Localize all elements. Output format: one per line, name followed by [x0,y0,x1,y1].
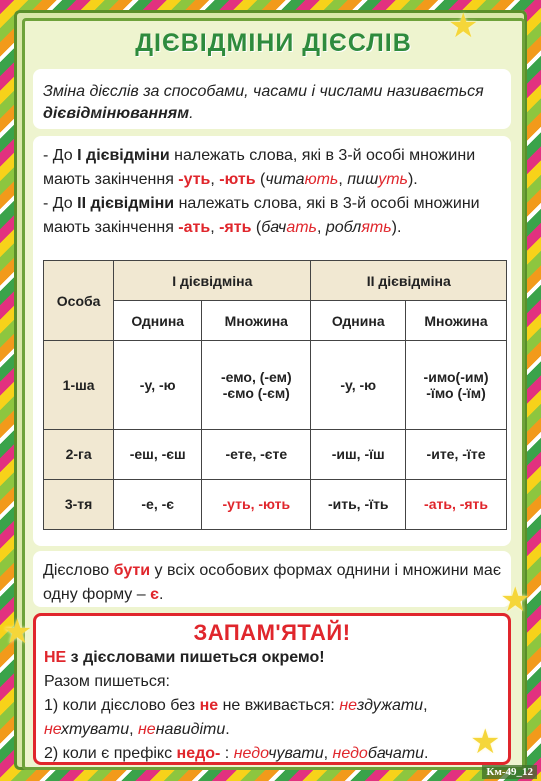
table-row: 1-ша -у, -ю -емо, (-ем) -ємо (-єм) -у, -ю -имо(-им) -їмо (-їм) [44,341,507,430]
remember-line-2: Разом пишеться: [44,673,170,690]
remember-line-4: 2) коли є префікс недо- : недочувати, недобачати. [44,745,429,762]
page-title: ДІЄВІДМІНИ ДІЄСЛІВ [135,29,412,57]
conjugation-table [43,260,507,530]
header-conj-1: І дієвідміна [114,261,311,301]
poster-sheet [22,18,525,770]
table-row: 2-га -еш, -єш -ете, -єте -иш, -їш -ите, -їте [44,429,507,479]
buty-note-box [33,551,511,607]
table-row: 3-тя -е, -є -уть, -ють -ить, -їть -ать, -ять [44,479,507,529]
header-person: Особа [44,261,114,341]
intro-text: Зміна дієслів за способами, часами і числами називається дієвідмінюванням. [43,83,484,122]
intro-term: дієвідмінюванням [43,105,190,122]
rule-conj-1: - До І дієвідміни належать слова, які в 3-й особі множини мають закінчення -уть, -ють (читають, пишуть). [43,147,476,188]
buty-note-text: Дієслово бути у всіх особових формах однини і множини має одну форму – є. [43,562,501,603]
header-plural-2: Множина [406,301,507,341]
header-plural-1: Множина [202,301,311,341]
header-conj-2: ІІ дієвідміна [311,261,507,301]
star-icon: ★ [470,723,501,761]
star-icon: ★ [2,613,33,651]
star-icon: ★ [448,7,479,45]
rule-conj-2: - До ІІ дієвідміни належать слова, які в 3-й особі множини мають закінчення -ать, -ять (бачать, роблять). [43,195,480,236]
intro-box [33,69,511,129]
remember-box [33,613,511,765]
header-singular-2: Однина [311,301,406,341]
remember-heading: ЗАПАМ'ЯТАЙ! [193,620,351,645]
header-singular-1: Однина [114,301,202,341]
remember-line-3: 1) коли дієслово без не не вживається: нездужати, нехтувати, ненавидіти. [44,697,428,738]
catalog-code: Км-49_12 [482,765,537,779]
rules-box [33,136,511,546]
star-icon: ★ [500,581,531,619]
remember-line-1: НЕ з дієсловами пишеться окремо! [44,649,325,666]
